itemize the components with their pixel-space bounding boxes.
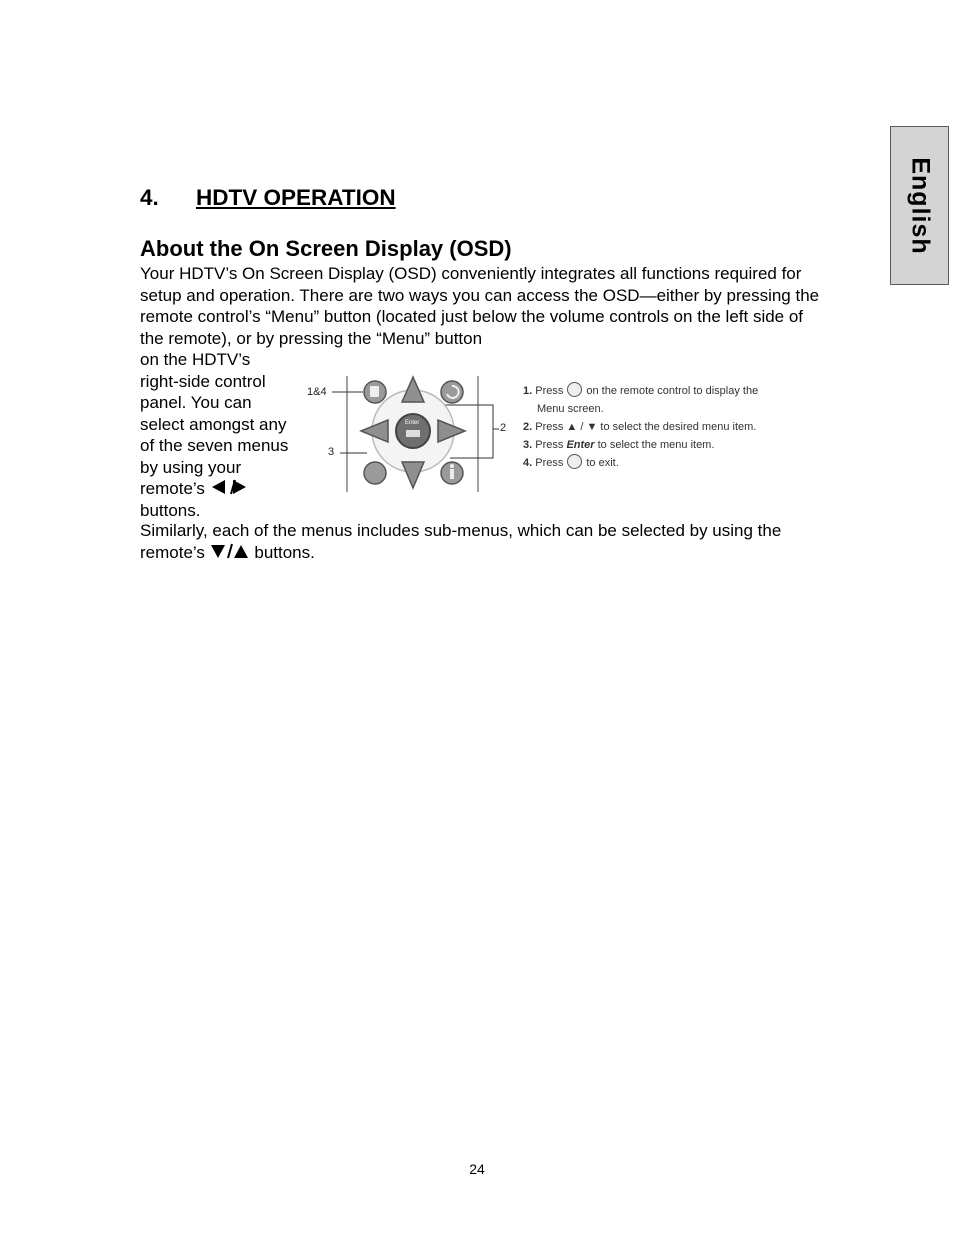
down-up-arrows-icon (210, 543, 250, 559)
step-3: 3. Press Enter to select the menu item. (523, 439, 715, 451)
callout-2: 2 (500, 422, 507, 434)
wrapped-tail: buttons. (140, 500, 201, 520)
enter-key-label: Enter (405, 420, 420, 426)
remote-keypad-drawing (300, 372, 520, 498)
step-1-continued: Menu screen. (537, 403, 604, 415)
section-title: HDTV OPERATION (196, 185, 396, 210)
step-4: 4. Press to exit. (523, 454, 803, 472)
step-2: 2. Press ▲ / ▼ to select the desired menu item. (523, 421, 757, 433)
instruction-steps (523, 382, 803, 472)
intro-paragraph: Your HDTV’s On Screen Display (OSD) conveniently integrates all functions required for setup and operation. There are two ways you can access the OSD—either by pressing the remote control’s “Menu” button (located just below the volume controls on the left side of the remote), or by pressing the “Menu” button (140, 264, 820, 348)
remote-diagram (300, 372, 800, 498)
wrapped-text: on the HDTV’s right-side control panel. You can select amongst any of the seven menus by using your remote’s (140, 350, 289, 498)
section-number: 4. (140, 185, 159, 210)
section-heading (140, 184, 396, 212)
submenu-paragraph (140, 520, 830, 563)
page-number: 24 (469, 1161, 485, 1177)
submenu-tail: buttons. (254, 542, 315, 562)
language-tab-label: English (906, 156, 934, 255)
callout-1-4: 1&4 (307, 386, 327, 398)
subsection-heading: About the On Screen Display (OSD) (140, 236, 512, 261)
menu-button-icon (567, 454, 582, 469)
enter-word: Enter (566, 439, 595, 451)
left-right-arrows-icon (210, 479, 248, 495)
menu-button-icon (567, 382, 582, 397)
step-1: 1. Press on the remote control to display the (523, 382, 803, 400)
wrapped-paragraph (140, 349, 290, 521)
language-tab (890, 126, 949, 285)
callout-3: 3 (328, 446, 335, 458)
submenu-text: Similarly, each of the menus includes sub-menus, which can be selected by using the remote’s (140, 521, 782, 562)
